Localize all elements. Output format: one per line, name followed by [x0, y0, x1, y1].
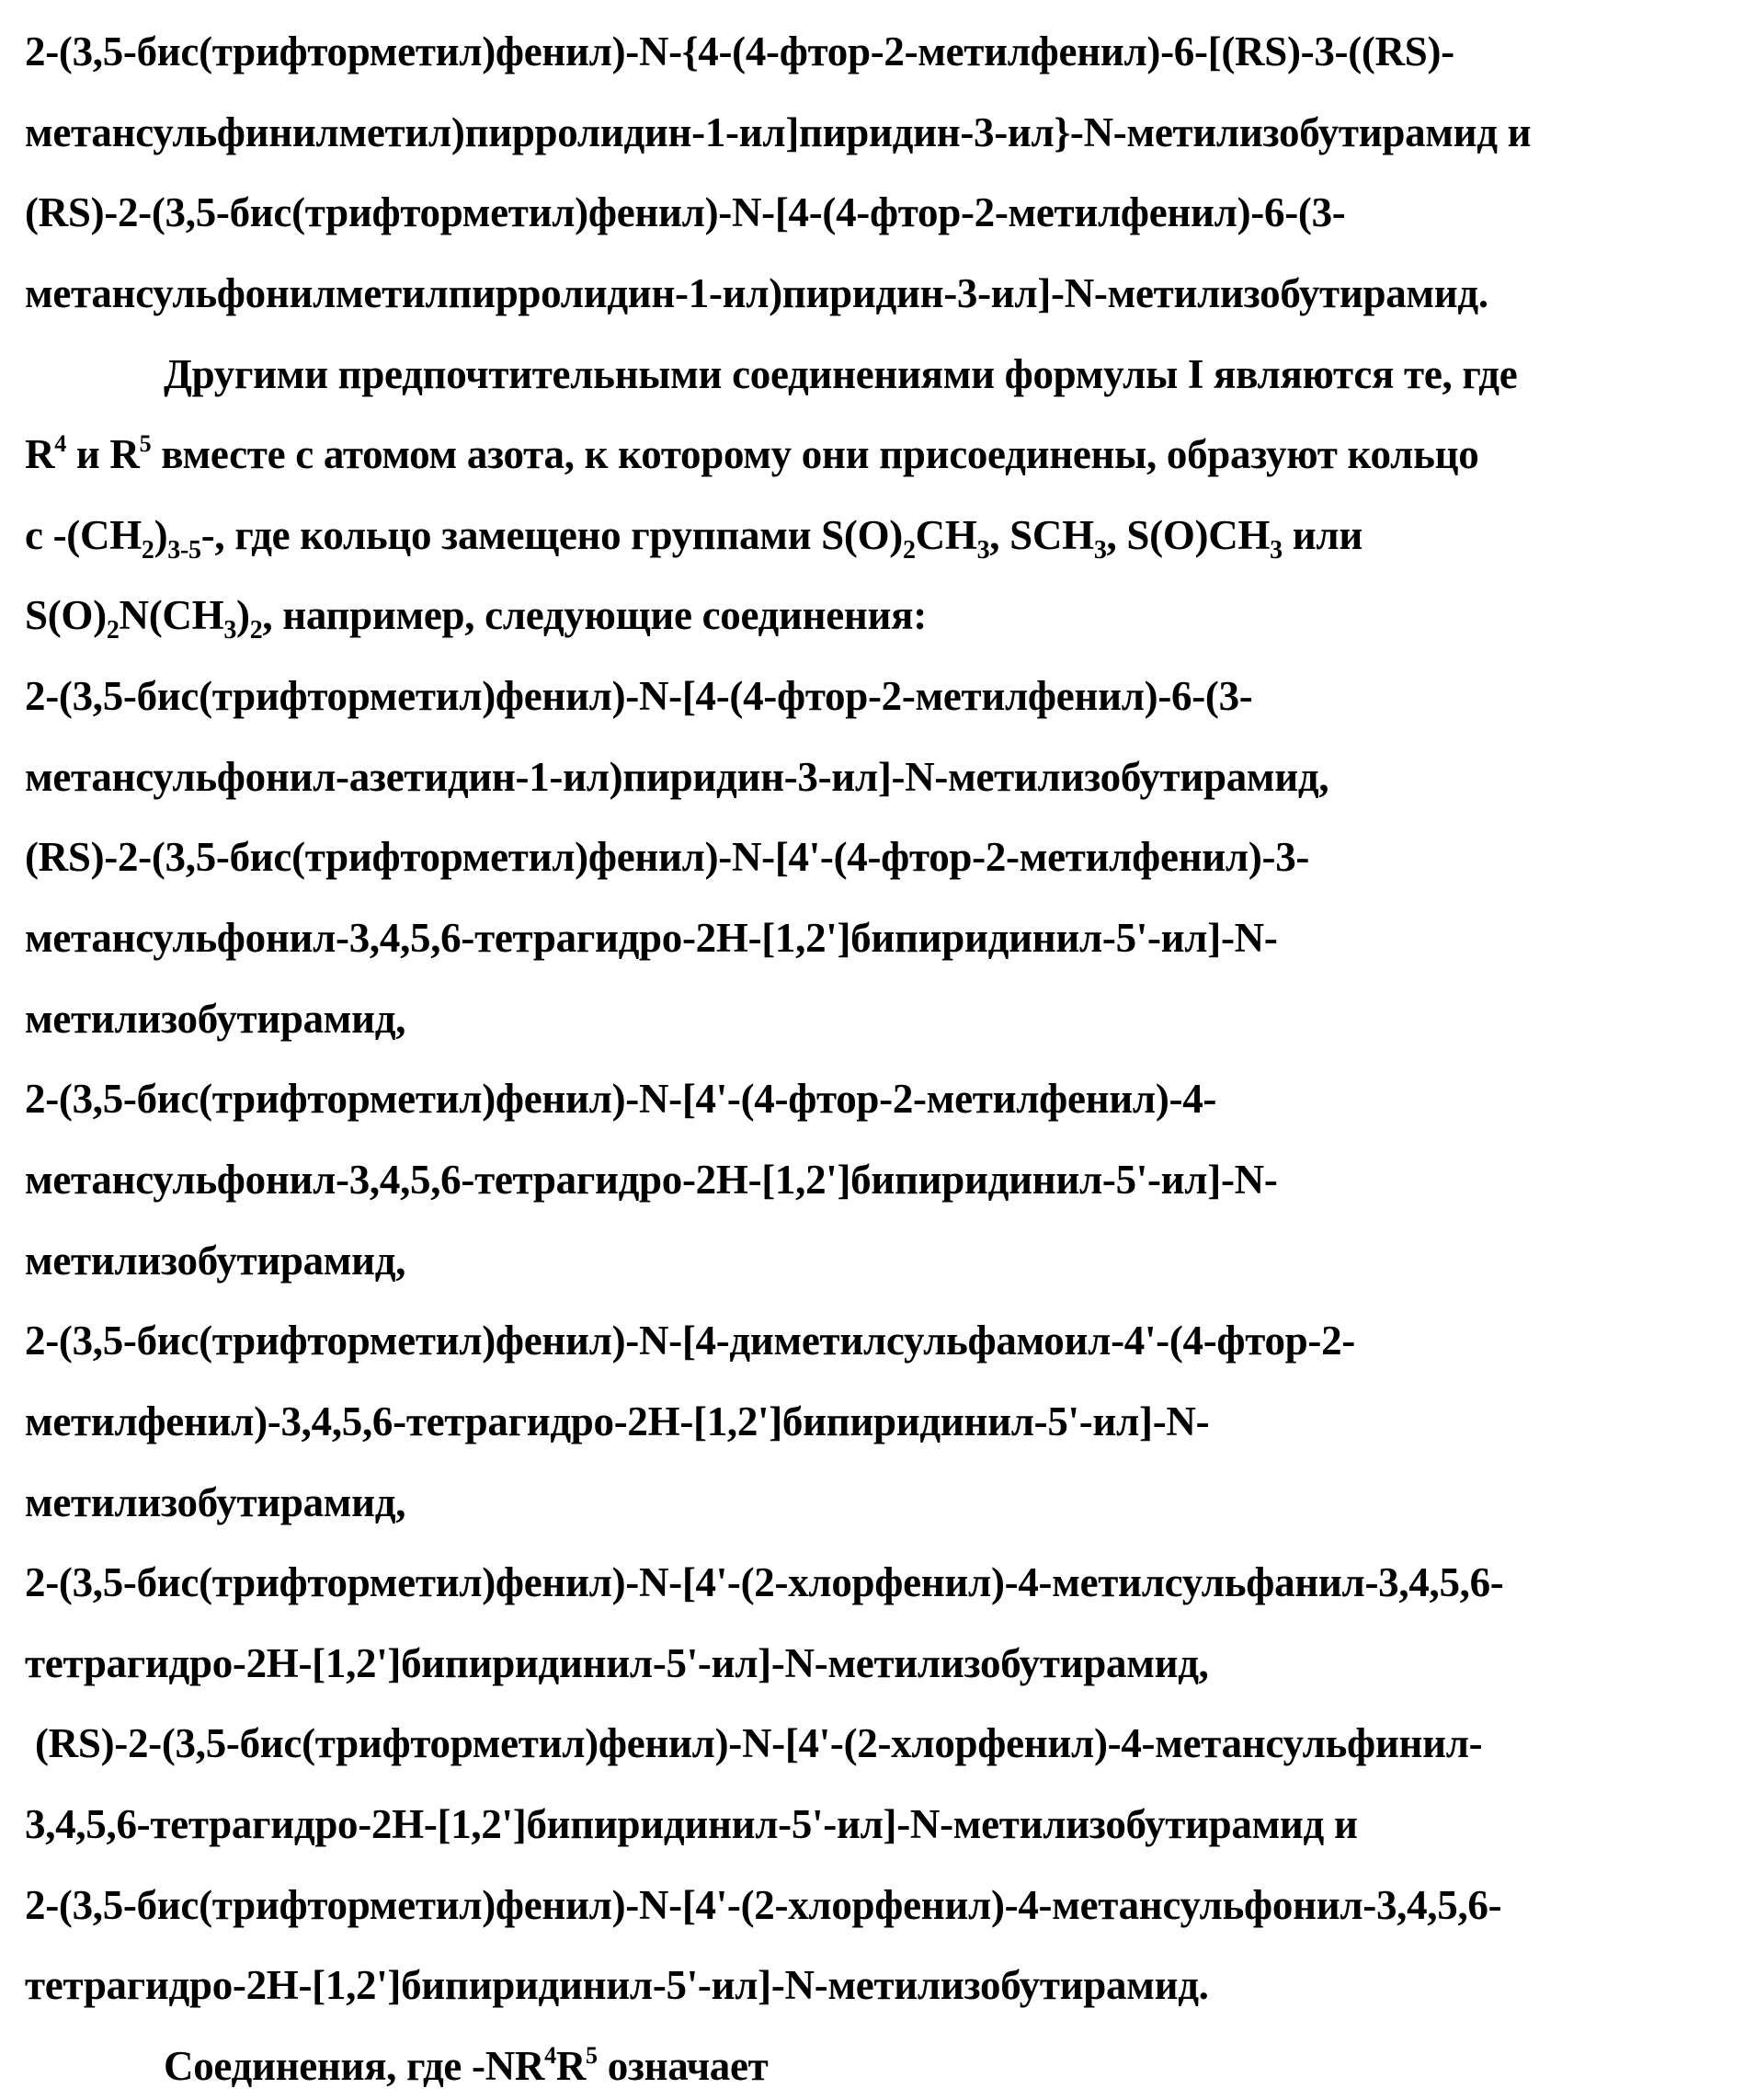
text-line: метансульфонилметилпирролидин-1-ил)пиридин-3-ил]-N-метилизобутирамид. [25, 270, 1488, 316]
text-line: тетрагидро-2H-[1,2']бипиридинил-5'-ил]-N-метилизобутирамид, [25, 1640, 1209, 1686]
text-fragment: или [1282, 512, 1363, 558]
text-line: 2-(3,5-бис(трифторметил)фенил)-N-[4'-(2-хлорфенил)-4-метансульфонил-3,4,5,6- [25, 1882, 1502, 1928]
text-fragment: N(CH [119, 592, 224, 638]
text-line: метансульфинилметил)пирролидин-1-ил]пиридин-3-ил}-N-метилизобутирамид и [25, 109, 1532, 155]
text-line-sulfamoyl [25, 588, 927, 643]
subscript: 2 [106, 616, 120, 645]
text-fragment: ) [236, 592, 250, 638]
paragraph-start-line: Другими предпочтительными соединениями формулы I являются те, где [164, 351, 1518, 397]
subscript: 3-5 [167, 536, 201, 565]
text-fragment: ) [154, 512, 168, 558]
text-fragment: S(O) [25, 592, 107, 638]
text-line: метилизобутирамид, [25, 996, 406, 1042]
text-line-r4-r5 [25, 427, 1478, 482]
text-fragment: с -(CH [25, 512, 142, 558]
subscript: 2 [902, 536, 916, 565]
subscript: 3 [1270, 536, 1283, 565]
text-line: 3,4,5,6-тетрагидро-2H-[1,2']бипиридинил-5'-ил]-N-метилизобутирамид и [25, 1801, 1358, 1847]
text-line: метилизобутирамид, [25, 1479, 406, 1525]
subscript: 3 [1093, 536, 1107, 565]
superscript: 5 [586, 2042, 598, 2069]
superscript: 4 [544, 2042, 556, 2069]
text-line: 2-(3,5-бис(трифторметил)фенил)-N-[4-(4-фтор-2-метилфенил)-6-(3- [25, 673, 1253, 719]
text-fragment: R [555, 2043, 587, 2089]
text-line-nr4r5 [164, 2038, 768, 2094]
text-fragment: , S(O)CH [1106, 512, 1271, 558]
text-line: метилфенил)-3,4,5,6-тетрагидро-2H-[1,2']бипиридинил-5'-ил]-N- [25, 1398, 1210, 1444]
text-line: (RS)-2-(3,5-бис(трифторметил)фенил)-N-[4-(4-фтор-2-метилфенил)-6-(3- [25, 189, 1346, 235]
subscript: 3 [976, 536, 990, 565]
text-fragment: и R [65, 431, 140, 477]
text-fragment: -, где кольцо замещено группами S(O) [200, 512, 903, 558]
text-line: 2-(3,5-бис(трифторметил)фенил)-N-{4-(4-фтор-2-метилфенил)-6-[(RS)-3-((RS)- [25, 29, 1454, 74]
subscript: 2 [249, 616, 263, 645]
superscript: 5 [139, 430, 152, 457]
text-fragment: , например, следующие соединения: [262, 592, 927, 638]
text-line: 2-(3,5-бис(трифторметил)фенил)-N-[4'-(2-хлорфенил)-4-метилсульфанил-3,4,5,6- [25, 1559, 1504, 1605]
text-fragment: , SCH [989, 512, 1094, 558]
text-line: 2-(3,5-бис(трифторметил)фенил)-N-[4-диметилсульфамоил-4'-(4-фтор-2- [25, 1318, 1355, 1364]
subscript: 3 [223, 616, 237, 645]
text-line: метилизобутирамид, [25, 1238, 406, 1284]
text-line: метансульфонил-3,4,5,6-тетрагидро-2H-[1,2']бипиридинил-5'-ил]-N- [25, 1157, 1278, 1203]
text-fragment: CH [915, 512, 977, 558]
text-line: (RS)-2-(3,5-бис(трифторметил)фенил)-N-[4'-(2-хлорфенил)-4-метансульфинил- [35, 1720, 1483, 1766]
text-fragment: означает [597, 2043, 769, 2089]
text-line: метансульфонил-3,4,5,6-тетрагидро-2H-[1,2']бипиридинил-5'-ил]-N- [25, 915, 1278, 961]
subscript: 2 [141, 536, 154, 565]
text-fragment: R [25, 431, 55, 477]
text-fragment: Соединения, где -NR [164, 2043, 545, 2089]
text-line-substituents [25, 508, 1363, 563]
text-fragment: вместе с атомом азота, к которому они присоединены, образуют кольцо [151, 431, 1479, 477]
superscript: 4 [54, 430, 66, 457]
text-line: (RS)-2-(3,5-бис(трифторметил)фенил)-N-[4'-(4-фтор-2-метилфенил)-3- [25, 834, 1310, 880]
text-line: 2-(3,5-бис(трифторметил)фенил)-N-[4'-(4-фтор-2-метилфенил)-4- [25, 1076, 1217, 1122]
text-line: тетрагидро-2H-[1,2']бипиридинил-5'-ил]-N-метилизобутирамид. [25, 1962, 1209, 2008]
text-line: метансульфонил-азетидин-1-ил)пиридин-3-ил]-N-метилизобутирамид, [25, 754, 1329, 800]
